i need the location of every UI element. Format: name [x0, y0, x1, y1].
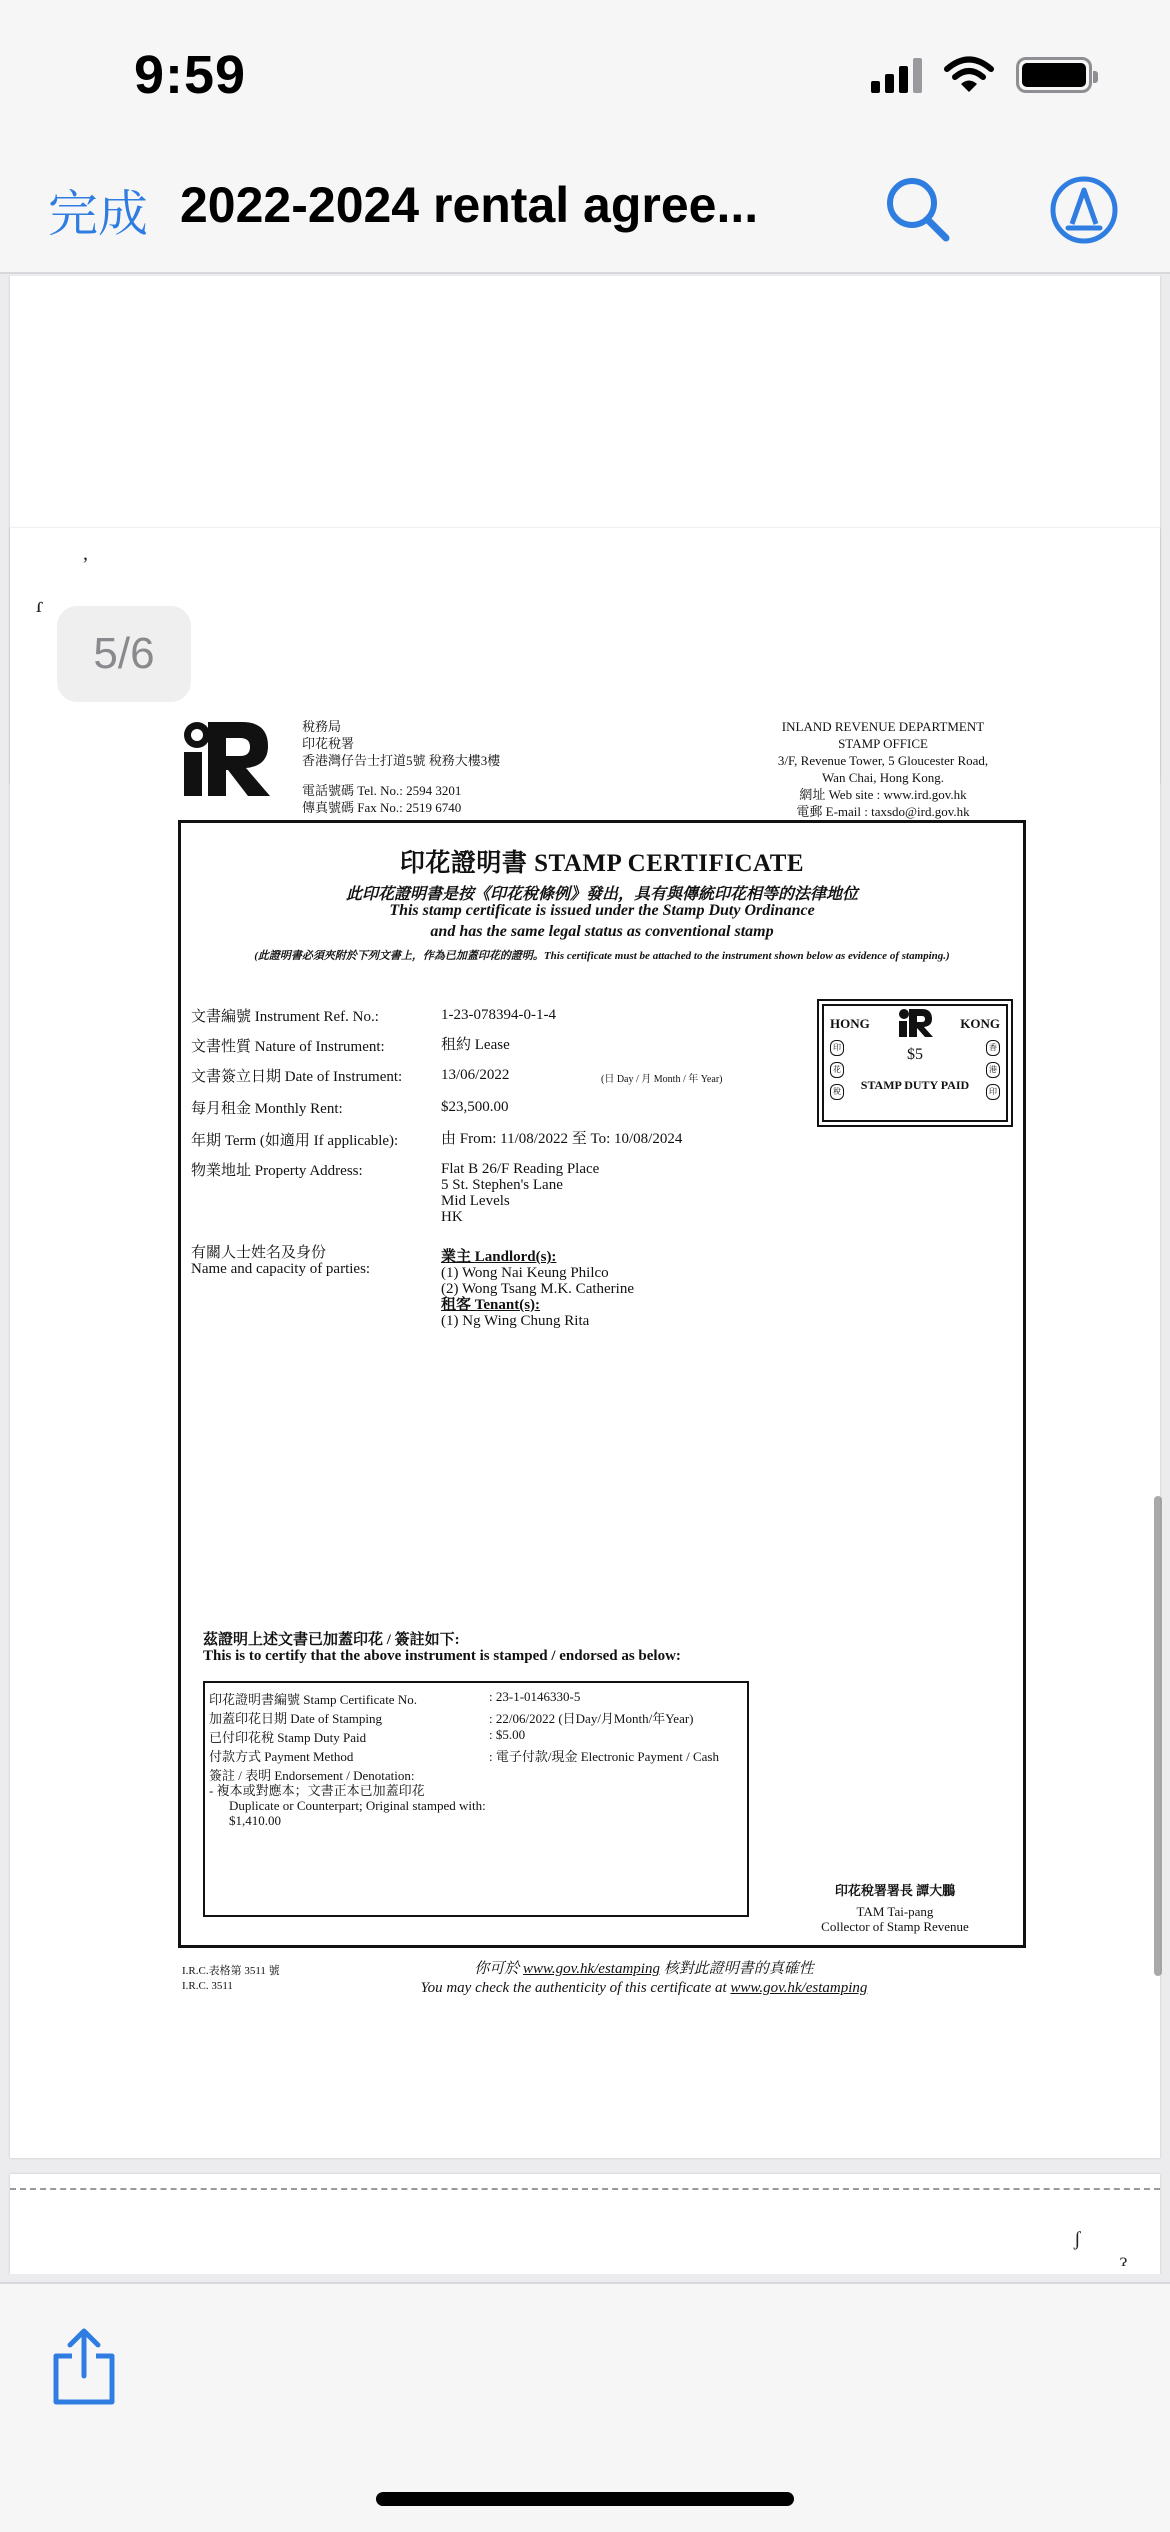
nature-label: 文書性質 Nature of Instrument: [191, 1039, 385, 1055]
stamp-side-char: 印 [830, 1040, 844, 1056]
battery-icon [1016, 57, 1092, 93]
website: 網址 Web site : www.ird.gov.hk [799, 787, 967, 802]
header-line: 稅務局 [302, 719, 342, 734]
payment-method-label: 付款方式 Payment Method [209, 1749, 354, 1764]
ref-label: 文書編號 Instrument Ref. No.: [191, 1009, 379, 1025]
stamp-side-char: 稅 [830, 1084, 844, 1100]
markup-icon[interactable] [1044, 170, 1124, 250]
page-indicator: 5/6 [57, 606, 191, 702]
scan-mark: ɂ [1120, 2250, 1128, 2270]
fax-label: 傳真號碼 Fax No.: [302, 800, 403, 815]
stamp-side-char: 香 [986, 1040, 1000, 1056]
share-icon[interactable] [50, 2326, 118, 2406]
endorsement-label: 簽註 / 表明 Endorsement / Denotation: [209, 1768, 415, 1783]
status-time: 9:59 [134, 45, 247, 105]
tenant-entry: (1) Ng Wing Chung Rita [441, 1313, 590, 1329]
endorsement-line: - 複本或對應本；文書正本已加蓋印花 [209, 1783, 425, 1798]
rent-label: 每月租金 Monthly Rent: [191, 1101, 343, 1117]
verify-text: 你可於 [474, 1961, 524, 1977]
collector-name-zh: 印花稅署署長 譚大鵬 [834, 1883, 956, 1898]
scan-mark: ʼ [82, 554, 89, 576]
stamp-kong-text: KONG [960, 1016, 1000, 1031]
document-scroll-area[interactable] [0, 276, 1170, 2274]
endorsement-line: Duplicate or Counterpart; Original stamped with: [229, 1798, 486, 1813]
signal-icon [871, 57, 922, 93]
tel-number: 2594 3201 [406, 783, 462, 798]
ird-header-chinese [302, 718, 500, 816]
document-title: 2022-2024 rental agree... [180, 177, 759, 233]
header-line: 香港灣仔告士打道5號 稅務大樓3樓 [302, 753, 501, 768]
term-label: 年期 Term (如適用 If applicable): [191, 1133, 399, 1149]
parties-label [191, 1245, 370, 1277]
stamping-date-label: 加蓋印花日期 Date of Stamping [209, 1711, 382, 1726]
date-value: 13/06/2022 [441, 1067, 510, 1083]
landlord-entry: (2) Wong Tsang M.K. Catherine [441, 1281, 634, 1297]
duty-paid-label: 已付印花稅 Stamp Duty Paid [209, 1730, 367, 1745]
stamp-side-left [830, 1040, 844, 1106]
cert-no-value: : 23-1-0146330-5 [489, 1689, 581, 1704]
stamp-side-char: 印 [986, 1084, 1000, 1100]
duty-paid-value: : $5.00 [489, 1727, 526, 1742]
email: 電郵 E-mail : taxsdo@ird.gov.hk [796, 804, 970, 819]
address-label: 物業地址 Property Address: [191, 1163, 363, 1179]
search-icon[interactable] [878, 170, 958, 250]
rent-value: $23,500.00 [441, 1099, 509, 1115]
stamp-certificate [178, 820, 1026, 1948]
home-indicator[interactable] [376, 2492, 794, 2506]
form-number-zh: I.R.C.表格第 3511 號 [182, 1965, 280, 1977]
status-bar [0, 0, 1170, 150]
pdf-page-6 [10, 2174, 1160, 2274]
tel-label: 電話號碼 Tel. No.: [302, 783, 403, 798]
collector-title: Collector of Stamp Revenue [821, 1919, 969, 1934]
stamping-details-box [203, 1681, 749, 1917]
fax-number: 2519 6740 [406, 800, 462, 815]
verify-text: 核對此證明書的真確性 [659, 1961, 814, 1977]
address-line: Flat B 26/F Reading Place [441, 1161, 600, 1177]
address-line: Mid Levels [441, 1193, 510, 1209]
verify-text: You may check the authenticity of this certificate at [420, 1980, 731, 1996]
header-line: INLAND REVENUE DEPARTMENT [781, 719, 985, 734]
cert-no-label: 印花證明書編號 Stamp Certificate No. [209, 1692, 417, 1707]
ird-header-english [758, 718, 1008, 820]
scan-line [10, 2188, 1160, 2190]
parties-label-zh: 有關人士姓名及身份 [191, 1245, 327, 1261]
header-line: STAMP OFFICE [838, 736, 928, 751]
parties-value [441, 1249, 634, 1329]
ref-value: 1-23-078394-0-1-4 [441, 1007, 556, 1023]
form-number-en: I.R.C. 3511 [182, 1980, 233, 1992]
parties-label-en: Name and capacity of parties: [191, 1261, 371, 1277]
stamp-side-right [986, 1040, 1000, 1106]
header-line: Wan Chai, Hong Kong. [821, 770, 945, 785]
verify-link[interactable]: www.gov.hk/estamping [730, 1980, 868, 1996]
certify-statement-zh: 茲證明上述文書已加蓋印花 / 簽註如下: [203, 1632, 460, 1648]
certify-statement-en: This is to certify that the above instrument is stamped / endorsed as below: [203, 1648, 681, 1664]
scan-mark: ɾ [36, 592, 44, 617]
stamping-date-value: : 22/06/2022 (日Day/月Month/年Year) [489, 1711, 694, 1726]
status-icons [871, 56, 1092, 94]
payment-method-value: : 電子付款/現金 Electronic Payment / Cash [489, 1749, 719, 1764]
scroll-indicator[interactable] [1154, 1496, 1162, 1976]
address-line: 5 St. Stephen's Lane [441, 1177, 563, 1193]
verification-note [294, 1960, 994, 1998]
navigation-bar [0, 150, 1170, 274]
stamp-side-char: 港 [986, 1062, 1000, 1078]
scan-mark: ʃ [1074, 2228, 1081, 2250]
certificate-subtitle-zh: 此印花證明書是按《印花稅條例》發出，具有與傳統印花相等的法律地位 [345, 886, 858, 903]
verify-link[interactable]: www.gov.hk/estamping [523, 1961, 660, 1977]
wifi-icon [944, 56, 994, 94]
nature-value: 租約 Lease [441, 1037, 510, 1053]
tenant-heading: 租客 Tenant(s): [441, 1297, 541, 1313]
certificate-subtitle-en: This stamp certificate is issued under the Stamp Duty Ordinance [389, 902, 815, 919]
collector-name: TAM Tai-pang [856, 1904, 934, 1919]
attachment-notice: (此證明書必須夾附於下列文書上，作為已加蓋印花的證明。This certificate must be attached to the instrument shown below as evidence of stamping.) [254, 950, 950, 962]
date-label: 文書簽立日期 Date of Instrument: [191, 1069, 403, 1085]
form-number [182, 1964, 280, 1994]
header-line: 印花稅署 [302, 736, 355, 751]
term-value: 由 From: 11/08/2022 至 To: 10/08/2024 [441, 1131, 683, 1147]
address-value [441, 1161, 599, 1225]
stamp-duty-paid-stamp [817, 999, 1013, 1127]
collector-signature [785, 1883, 1005, 1934]
bottom-toolbar [0, 2282, 1170, 2532]
stamp-side-char: 花 [830, 1062, 844, 1078]
stamp-paid-text: STAMP DUTY PAID [860, 1078, 970, 1092]
done-button[interactable]: 完成 [48, 185, 148, 243]
landlord-heading: 業主 Landlord(s): [441, 1249, 557, 1265]
stamp-ird-mark-icon [898, 1008, 934, 1038]
pdf-page-5 [10, 528, 1160, 2158]
stamp-value: $5 [907, 1046, 923, 1063]
address-line: HK [441, 1209, 463, 1225]
certificate-subtitle-en: and has the same legal status as conventional stamp [430, 923, 774, 940]
certificate-title: 印花證明書 STAMP CERTIFICATE [399, 850, 805, 877]
stamp-hong-text: HONG [830, 1016, 870, 1031]
endorsement-amount: $1,410.00 [229, 1813, 281, 1828]
header-line: 3/F, Revenue Tower, 5 Gloucester Road, [777, 753, 989, 768]
date-format-note: (日 Day / 月 Month / 年 Year) [601, 1074, 723, 1085]
landlord-entry: (1) Wong Nai Keung Philco [441, 1265, 609, 1281]
ird-logo [184, 718, 272, 798]
